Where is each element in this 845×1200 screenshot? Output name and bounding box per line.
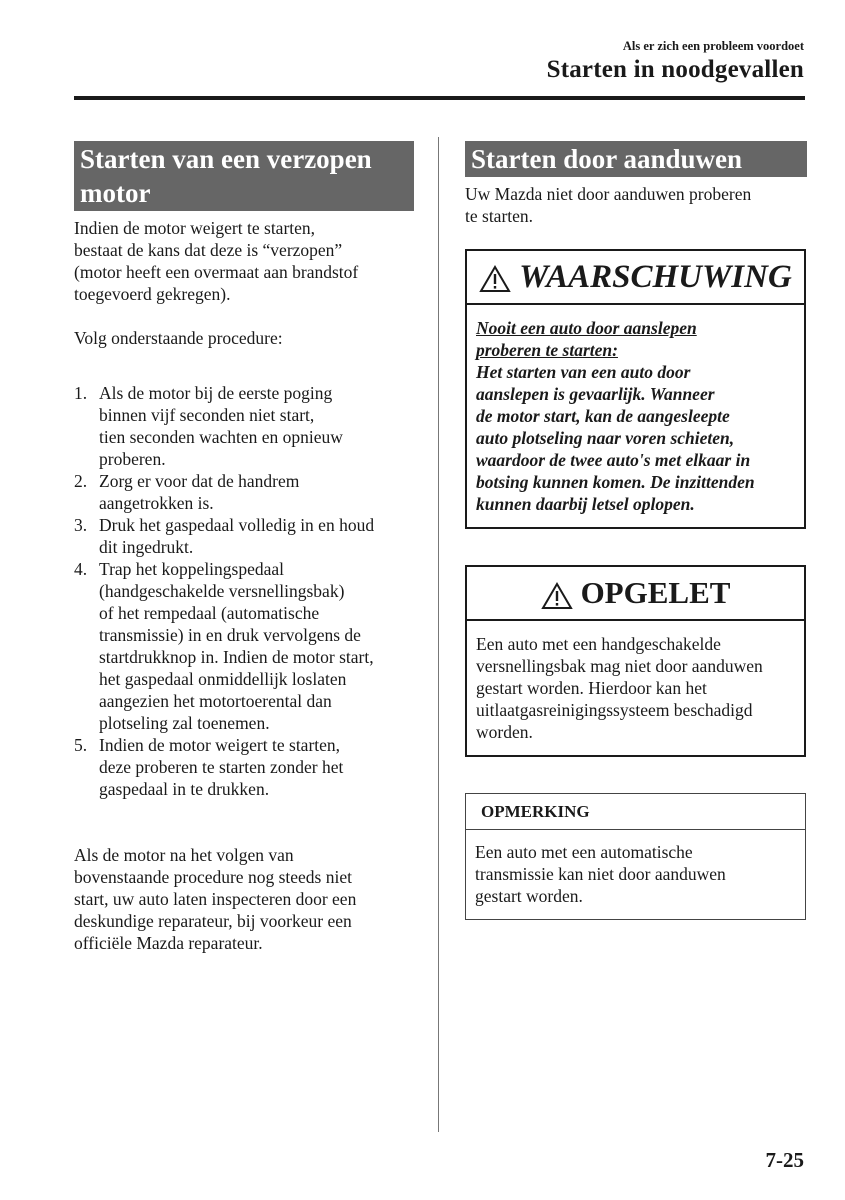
text-line: (motor heeft een overmaat aan brandstof	[74, 262, 359, 282]
text-line: proberen te starten:	[476, 340, 618, 360]
caution-header	[467, 567, 804, 621]
step-item	[74, 470, 420, 514]
column-divider	[438, 137, 439, 1132]
text-line: Een auto met een handgeschakelde	[476, 634, 721, 654]
section-heading-flooded-engine	[74, 141, 414, 211]
step-item	[74, 558, 420, 734]
caution-body	[467, 621, 804, 755]
text-line: of het rempedaal (automatische	[99, 603, 320, 623]
procedure-label: Volg onderstaande procedure:	[74, 328, 283, 348]
note-header: OPMERKING	[466, 794, 805, 830]
text-line: aangezien het motortoerental dan	[99, 691, 332, 711]
text-line: auto plotseling naar voren schieten,	[476, 428, 735, 448]
heading-line: motor	[80, 178, 151, 208]
step-item	[74, 514, 420, 558]
text-line: tien seconden wachten en opnieuw	[99, 427, 343, 447]
step-number: 2.	[74, 471, 88, 491]
chapter-title: Starten in noodgevallen	[546, 56, 804, 83]
text-line: aanslepen is gevaarlijk. Wanneer	[476, 384, 715, 404]
warning-body	[467, 305, 804, 527]
text-line: Indien de motor weigert te starten,	[99, 735, 341, 755]
text-line: toegevoerd gekregen).	[74, 284, 231, 304]
text-line: transmissie kan niet door aanduwen	[475, 864, 726, 884]
text-line: de motor start, kan de aangesleepte	[476, 406, 730, 426]
text-line: bovenstaande procedure nog steeds niet	[74, 867, 352, 887]
text-line: Als de motor na het volgen van	[74, 845, 294, 865]
section-heading-push-start: Starten door aanduwen	[465, 141, 807, 177]
text-line: start, uw auto laten inspecteren door een	[74, 889, 357, 909]
warning-title: WAARSCHUWING	[519, 259, 792, 295]
text-line: deskundige reparateur, bij voorkeur een	[74, 911, 352, 931]
text-line: versnellingsbak mag niet door aanduwen	[476, 656, 763, 676]
text-line: startdrukknop in. Indien de motor start,	[99, 647, 374, 667]
text-line: worden.	[476, 722, 533, 742]
text-line: gestart worden. Hierdoor kan het	[476, 678, 707, 698]
text-line: plotseling zal toenemen.	[99, 713, 270, 733]
text-line: deze proberen te starten zonder het	[99, 757, 344, 777]
text-line: Trap het koppelingspedaal	[99, 559, 285, 579]
text-line: Als de motor bij de eerste poging	[99, 383, 333, 403]
text-line: Druk het gaspedaal volledig in en houd	[99, 515, 375, 535]
page-number: 7-25	[765, 1148, 804, 1172]
text-line: Nooit een auto door aanslepen	[476, 318, 697, 338]
heading-line: Starten van een verzopen	[80, 144, 372, 174]
text-line: Uw Mazda niet door aanduwen proberen	[465, 184, 752, 204]
caution-title: OPGELET	[580, 575, 731, 610]
intro-paragraph	[465, 183, 806, 227]
note-box	[465, 793, 806, 920]
header-rule	[74, 96, 805, 100]
chapter-subtitle: Als er zich een probleem voordoet	[622, 39, 804, 53]
text-line: uitlaatgasreinigingssysteem beschadigd	[476, 700, 753, 720]
text-line: bestaat de kans dat deze is “verzopen”	[74, 240, 343, 260]
warning-triangle-icon	[541, 582, 573, 610]
text-line: transmissie) in en druk vervolgens de	[99, 625, 361, 645]
note-body	[466, 830, 805, 919]
caution-box	[465, 565, 806, 757]
text-line: botsing kunnen komen. De inzittenden	[476, 472, 755, 492]
text-line: Het starten van een auto door	[476, 362, 691, 382]
text-line: te starten.	[465, 206, 534, 226]
text-line: binnen vijf seconden niet start,	[99, 405, 315, 425]
warning-box	[465, 249, 806, 529]
left-column	[74, 141, 420, 954]
text-line: het gaspedaal onmiddellijk loslaten	[99, 669, 347, 689]
step-number: 3.	[74, 515, 88, 535]
intro-paragraph	[74, 217, 420, 305]
text-line: waardoor de twee auto's met elkaar in	[476, 450, 751, 470]
warning-header	[467, 251, 804, 305]
right-column	[465, 141, 806, 920]
procedure-steps	[74, 382, 420, 800]
text-line: Indien de motor weigert te starten,	[74, 218, 316, 238]
text-line: kunnen daarbij letsel oplopen.	[476, 494, 695, 514]
text-line: (handgeschakelde versnellingsbak)	[99, 581, 345, 601]
text-line: aangetrokken is.	[99, 493, 214, 513]
text-line: dit ingedrukt.	[99, 537, 194, 557]
step-number: 4.	[74, 559, 88, 579]
text-line: gaspedaal in te drukken.	[99, 779, 270, 799]
step-number: 1.	[74, 383, 88, 403]
step-item	[74, 382, 420, 470]
warning-triangle-icon	[479, 265, 511, 293]
step-item	[74, 734, 420, 800]
text-line: officiële Mazda reparateur.	[74, 933, 263, 953]
closing-paragraph	[74, 844, 420, 954]
text-line: proberen.	[99, 449, 166, 469]
text-line: Zorg er voor dat de handrem	[99, 471, 300, 491]
text-line: gestart worden.	[475, 886, 583, 906]
step-number: 5.	[74, 735, 88, 755]
text-line: Een auto met een automatische	[475, 842, 693, 862]
